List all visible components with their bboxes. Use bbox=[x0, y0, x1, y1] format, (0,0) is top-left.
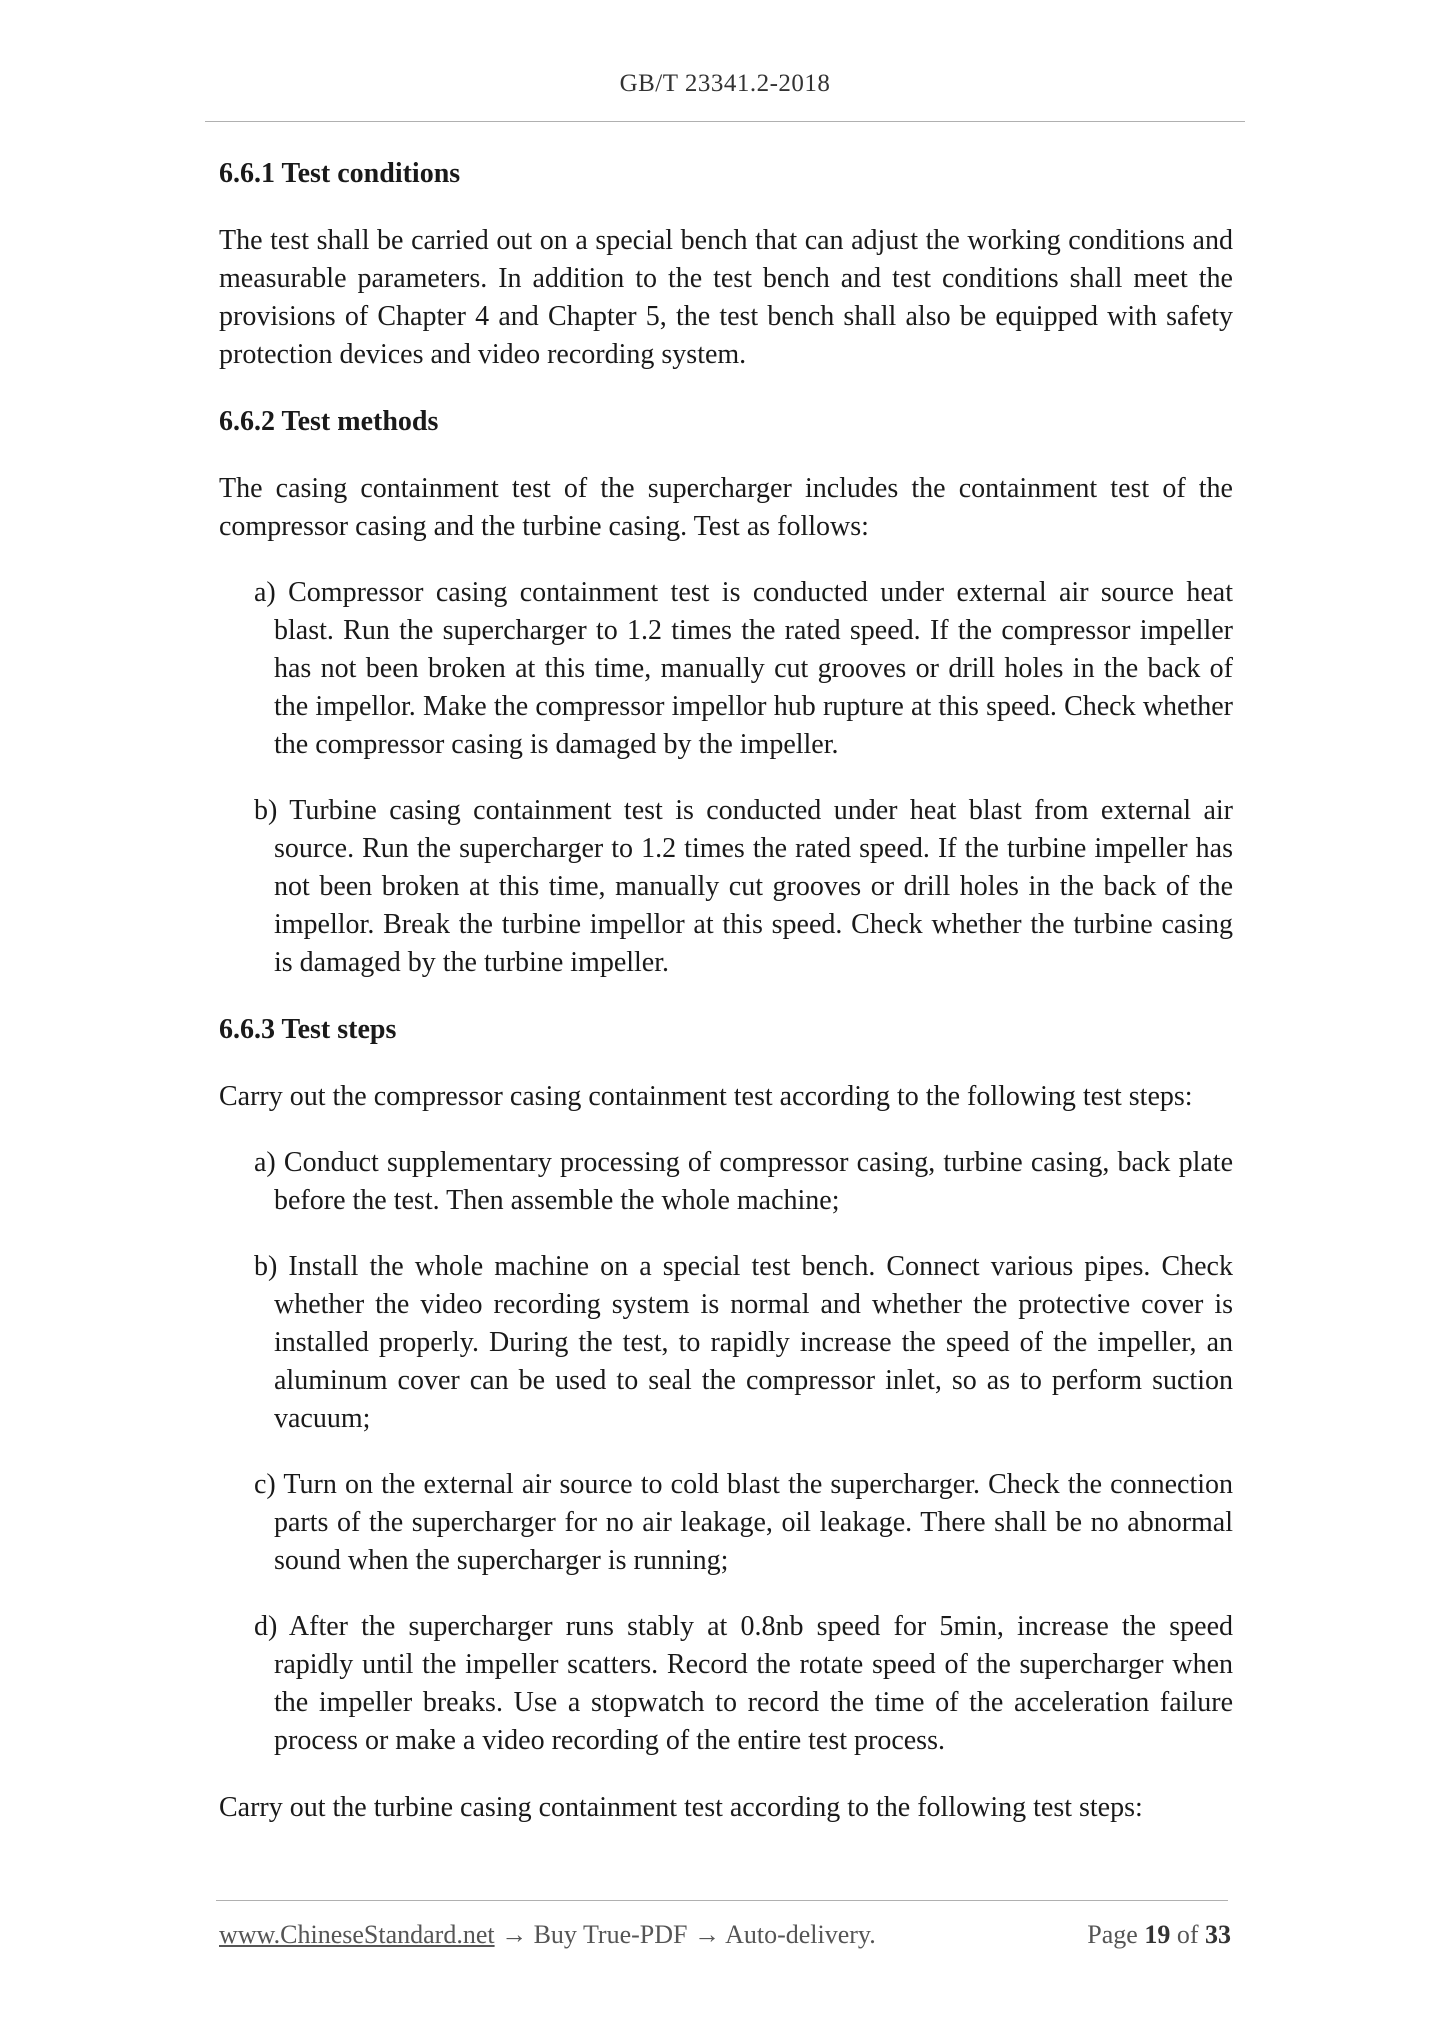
page-label: Page bbox=[1087, 1920, 1138, 1949]
page-number: 19 bbox=[1144, 1920, 1171, 1949]
arrow-right-icon: → bbox=[501, 1920, 528, 1949]
page-content bbox=[219, 155, 1233, 1827]
footer-divider bbox=[216, 1900, 1228, 1901]
site-link[interactable]: www.ChineseStandard.net bbox=[219, 1920, 495, 1949]
section-paragraph: Carry out the turbine casing containment test according to the following test steps: bbox=[219, 1792, 1143, 1823]
section-paragraph: The casing containment test of the supercharger includes the containment test of the compressor casing and the turbine casing. Test as follows: bbox=[219, 473, 1233, 542]
section-heading-6-6-2: 6.6.2 Test methods bbox=[219, 406, 439, 437]
arrow-right-icon: → bbox=[694, 1920, 720, 1949]
footer-promo bbox=[219, 1920, 876, 1950]
document-header: GB/T 23341.2-2018 bbox=[619, 70, 831, 97]
section-heading-6-6-3: 6.6.3 Test steps bbox=[219, 1014, 397, 1045]
list-item: d) After the supercharger runs stably at 0.8nb speed for 5min, increase the speed rapidly until the impeller scatters. Record the rotate speed of the supercharger when the impeller breaks. Use a stopwatch to record the time of the acceleration failure process or make a video recording of the entire test process. bbox=[254, 1611, 1233, 1756]
section-paragraph: Carry out the compressor casing containment test according to the following test steps: bbox=[219, 1081, 1193, 1112]
list-item: c) Turn on the external air source to cold blast the supercharger. Check the connection parts of the supercharger for no air leakage, oil leakage. There shall be no abnormal sound when the supercharger is running; bbox=[254, 1469, 1233, 1576]
list-item: b) Install the whole machine on a special test bench. Connect various pipes. Check whether the video recording system is normal and whether the protective cover is installed properly. During the test, to rapidly increase the speed of the impeller, an aluminum cover can be used to seal the compressor inlet, so as to perform suction vacuum; bbox=[254, 1251, 1233, 1434]
delivery-text: Auto-delivery. bbox=[725, 1920, 876, 1949]
page-indicator bbox=[1087, 1920, 1231, 1950]
section-heading-6-6-1: 6.6.1 Test conditions bbox=[219, 158, 461, 189]
list-item: b) Turbine casing containment test is conducted under heat blast from external air source. Run the supercharger to 1.2 times the rated speed. If the turbine impeller has not been broken at this time, manually cut grooves or drill holes in the back of the impellor. Break the turbine impellor at this speed. Check whether the turbine casing is damaged by the turbine impeller. bbox=[254, 795, 1233, 978]
list-item: a) Conduct supplementary processing of compressor casing, turbine casing, back plate before the test. Then assemble the whole machine; bbox=[254, 1147, 1233, 1216]
section-paragraph: The test shall be carried out on a special bench that can adjust the working conditions and measurable parameters. In addition to the test bench and test conditions shall meet the provisions of Chapter 4 and Chapter 5, the test bench shall also be equipped with safety protection devices and video recording system. bbox=[219, 225, 1233, 370]
header-divider bbox=[205, 121, 1245, 122]
page-total: 33 bbox=[1205, 1920, 1231, 1949]
list-item: a) Compressor casing containment test is conducted under external air source heat blast. Run the supercharger to 1.2 times the rated speed. If the compressor impeller has not been broken at this time, manually cut grooves or drill holes in the back of the impellor. Make the compressor impellor hub rupture at this speed. Check whether the compressor casing is damaged by the impeller. bbox=[254, 577, 1233, 760]
of-label: of bbox=[1176, 1920, 1199, 1949]
buy-text: Buy True-PDF bbox=[533, 1920, 688, 1949]
